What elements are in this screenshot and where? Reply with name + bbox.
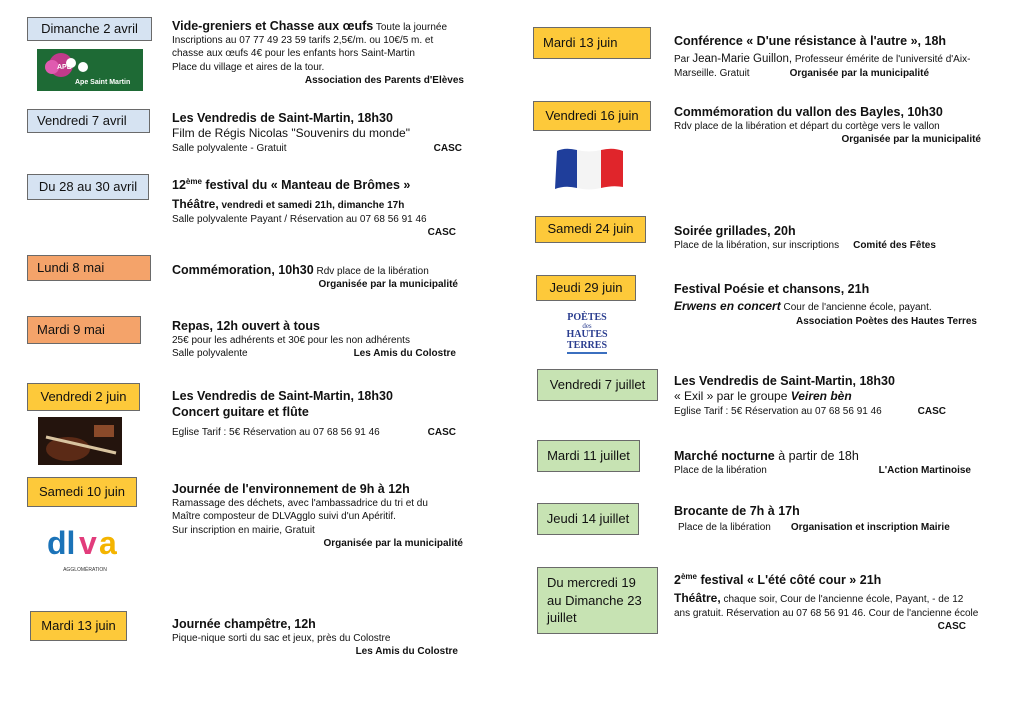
- svg-text:dl: dl: [47, 525, 76, 561]
- date-badge-r8: [537, 567, 658, 634]
- event-r2: [674, 104, 994, 147]
- event-title: Festival Poésie et chansons, 21h: [674, 282, 870, 296]
- event-8: [172, 616, 462, 659]
- date-label: Du mercredi 19 au Dimanche 23 juillet: [547, 575, 642, 626]
- event-subtitle-band: Veiren bèn: [790, 389, 852, 404]
- event-title: Les Vendredis de Saint-Martin, 18h30: [172, 389, 393, 403]
- event-title-sup: ème: [185, 177, 202, 186]
- event-organizer: CASC: [917, 406, 946, 418]
- date-label: Mardi 13 juin: [41, 617, 116, 633]
- event-detail: Professeur émérite de l'université d'Aix-: [794, 54, 971, 66]
- event-detail: Eglise Tarif : 5€ Réservation au 07 68 56 91 46: [674, 406, 882, 418]
- event-title-tail: Toute la journée: [375, 22, 448, 33]
- event-organizer: Organisée par la municipalité: [841, 134, 981, 146]
- event-7: [172, 481, 467, 550]
- dlva-logo-graphic: [45, 522, 125, 562]
- date-label: Vendredi 16 juin: [545, 107, 639, 123]
- event-organizer: Les Amis du Colostre: [355, 646, 458, 658]
- event-subtitle: Concert guitare et flûte: [172, 405, 309, 420]
- event-organizer: Organisation et inscription Mairie: [790, 522, 950, 534]
- date-label: Jeudi 29 juin: [549, 279, 623, 295]
- event-organizer: Association des Parents d'Elèves: [304, 74, 464, 86]
- event-organizer: Organisée par la municipalité: [318, 279, 458, 291]
- event-r7: [674, 503, 1004, 534]
- date-badge-1: [27, 17, 152, 41]
- event-organizer: Association Poètes des Hautes Terres: [796, 316, 977, 328]
- event-5: [172, 318, 462, 361]
- dlva-logo-subtitle: AGGLOMÉRATION: [63, 567, 107, 573]
- event-title-tail: à partir de 18h: [778, 449, 859, 463]
- event-organizer: CASC: [433, 143, 462, 155]
- event-detail-2: Salle polyvalente: [172, 348, 248, 360]
- event-title: Brocante de 7h à 17h: [674, 504, 800, 518]
- event-title-number: 2: [674, 573, 681, 588]
- event-title-tail: Rdv place de la libération: [316, 266, 429, 277]
- event-detail: Salle polyvalente Payant / Réservation au 07 68 56 91 46: [172, 213, 427, 225]
- event-6: [172, 388, 462, 439]
- date-badge-r2: [533, 101, 651, 131]
- event-detail: Place de la libération: [674, 465, 767, 477]
- event-r5: [674, 373, 994, 418]
- event-line: Place du village et aires de la tour.: [172, 61, 325, 73]
- french-flag-image: [553, 145, 625, 193]
- event-subtitle-rest: vendredi et samedi 21h, dimanche 17h: [221, 200, 405, 212]
- event-detail: Eglise Tarif : 5€ Réservation au 07 68 56 91 46: [172, 426, 380, 438]
- event-detail-pre: Par: [674, 54, 690, 66]
- event-organizer: Organisée par la municipalité: [323, 537, 463, 549]
- event-line: Sur inscription en mairie, Gratuit: [172, 524, 315, 536]
- event-title: festival du « Manteau de Brômes »: [205, 178, 411, 193]
- date-label: Vendredi 2 juin: [40, 388, 127, 404]
- event-title: festival « L'été côté cour » 21h: [700, 573, 882, 588]
- event-2: [172, 110, 462, 155]
- event-line: chasse aux œufs 4€ pour les enfants hors Saint-Martin: [172, 48, 415, 60]
- event-organizer: L'Action Martinoise: [878, 465, 971, 477]
- event-detail: Pique-nique sorti du sac et jeux, près du Colostre: [172, 633, 391, 645]
- date-badge-r1: [533, 27, 651, 59]
- event-subtitle: Théâtre,: [172, 197, 219, 212]
- event-detail: Place de la libération, sur inscriptions: [674, 240, 840, 252]
- date-badge-r7: [537, 503, 639, 535]
- event-organizer: CASC: [937, 620, 966, 632]
- date-label: Vendredi 7 avril: [37, 112, 127, 128]
- event-detail-2: Marseille. Gratuit: [674, 68, 750, 80]
- dlva-logo: [45, 522, 125, 574]
- event-detail: 25€ pour les adhérents et 30€ pour les non adhérents: [172, 335, 410, 347]
- date-label: Samedi 10 juin: [39, 483, 125, 499]
- poetes-logo-line: HAUTES: [566, 329, 608, 340]
- event-detail: ans gratuit. Réservation au 07 68 56 91 46. Cour de l'ancienne école: [674, 607, 979, 619]
- poetes-logo-line: TERRES: [566, 339, 607, 351]
- date-badge-2: [27, 109, 150, 133]
- date-badge-r6: [537, 440, 640, 472]
- concert-photo: [38, 417, 122, 465]
- event-title: Conférence « D'une résistance à l'autre », 18h: [674, 34, 947, 48]
- event-subtitle: Film de Régis Nicolas "Souvenirs du monde": [172, 126, 410, 141]
- event-title: Les Vendredis de Saint-Martin, 18h30: [172, 111, 393, 125]
- date-label: Vendredi 7 juillet: [549, 376, 646, 392]
- event-line: Ramassage des déchets, avec l'ambassadrice du tri et du: [172, 498, 428, 510]
- event-r8: [674, 572, 1014, 633]
- event-title-sup: ème: [680, 572, 697, 581]
- event-detail: Salle polyvalente - Gratuit: [172, 143, 287, 155]
- concert-photo-graphic: [38, 417, 122, 465]
- event-r4: [674, 281, 994, 328]
- date-label: Dimanche 2 avril: [41, 20, 138, 36]
- event-r6: [674, 448, 994, 477]
- event-subtitle-rest: chaque soir, Cour de l'ancienne école, Payant, - de 12: [723, 594, 964, 606]
- event-organizer: Les Amis du Colostre: [353, 348, 456, 360]
- date-label: Mardi 13 juin: [543, 34, 618, 50]
- date-badge-6: [27, 383, 140, 411]
- date-label: Jeudi 14 juillet: [546, 510, 630, 526]
- event-speaker: Jean-Marie Guillon,: [692, 53, 793, 66]
- event-line: Inscriptions au 07 77 49 23 59 tarifs 2,5€/m. ou 10€/5 m. et: [172, 35, 434, 47]
- date-badge-7: [27, 477, 137, 507]
- poetes-logo: [561, 313, 613, 361]
- event-subtitle: Erwens en concert: [674, 299, 781, 314]
- event-organizer: CASC: [427, 426, 456, 438]
- event-title: Repas, 12h ouvert à tous: [172, 319, 320, 333]
- svg-text:v: v: [79, 525, 97, 561]
- date-label: Samedi 24 juin: [547, 221, 634, 237]
- poetes-logo-underline: [567, 352, 607, 354]
- date-badge-r3: [535, 216, 646, 243]
- event-organizer: Comité des Fêtes: [853, 240, 936, 252]
- event-title: Journée de l'environnement de 9h à 12h: [172, 482, 410, 496]
- poetes-logo-line: des: [582, 322, 592, 330]
- date-label: Du 28 au 30 avril: [38, 178, 138, 194]
- event-detail: Rdv place de la libération et départ du cortège vers le vallon: [674, 121, 940, 133]
- date-badge-3: [27, 174, 149, 200]
- date-badge-r5: [537, 369, 658, 401]
- event-title-number: 12: [172, 178, 186, 193]
- event-organizer: Organisée par la municipalité: [789, 68, 930, 80]
- event-3: [172, 177, 462, 239]
- date-label: Mardi 9 mai: [37, 321, 105, 337]
- date-label: Lundi 8 mai: [37, 259, 105, 275]
- date-badge-4: [27, 255, 151, 281]
- event-line: Maître composteur de DLVAgglo suivi d'un Apéritif.: [172, 511, 396, 523]
- event-title: Les Vendredis de Saint-Martin, 18h30: [674, 374, 895, 388]
- french-flag-graphic: [553, 145, 625, 193]
- date-label: Mardi 11 juillet: [547, 447, 630, 463]
- poetes-logo-line: POÈTES: [567, 312, 607, 323]
- event-title: Journée champêtre, 12h: [172, 617, 316, 631]
- ape-logo-text: Ape Saint Martin: [75, 79, 131, 86]
- event-subtitle: Théâtre,: [674, 591, 721, 606]
- svg-text:a: a: [99, 525, 117, 561]
- event-title: Commémoration, 10h30: [172, 263, 314, 277]
- date-badge-r4: [536, 275, 636, 301]
- event-title: Commémoration du vallon des Bayles, 10h30: [674, 105, 943, 119]
- event-detail: Place de la libération: [678, 522, 771, 534]
- svg-text:APE: APE: [57, 64, 72, 71]
- event-4: [172, 262, 462, 291]
- date-badge-8: [30, 611, 127, 641]
- ape-logo: [37, 49, 143, 91]
- event-r3: [674, 223, 994, 252]
- event-title: Soirée grillades, 20h: [674, 224, 796, 238]
- event-title: Vide-greniers et Chasse aux œufs: [172, 19, 374, 33]
- date-badge-5: [27, 316, 141, 344]
- event-organizer: CASC: [427, 226, 456, 238]
- event-1: [172, 18, 472, 87]
- event-r1: [674, 33, 1019, 81]
- event-subtitle: « Exil » par le groupe: [674, 389, 788, 404]
- event-title: Marché nocturne: [674, 449, 775, 463]
- event-subtitle-rest: Cour de l'ancienne école, payant.: [783, 302, 932, 314]
